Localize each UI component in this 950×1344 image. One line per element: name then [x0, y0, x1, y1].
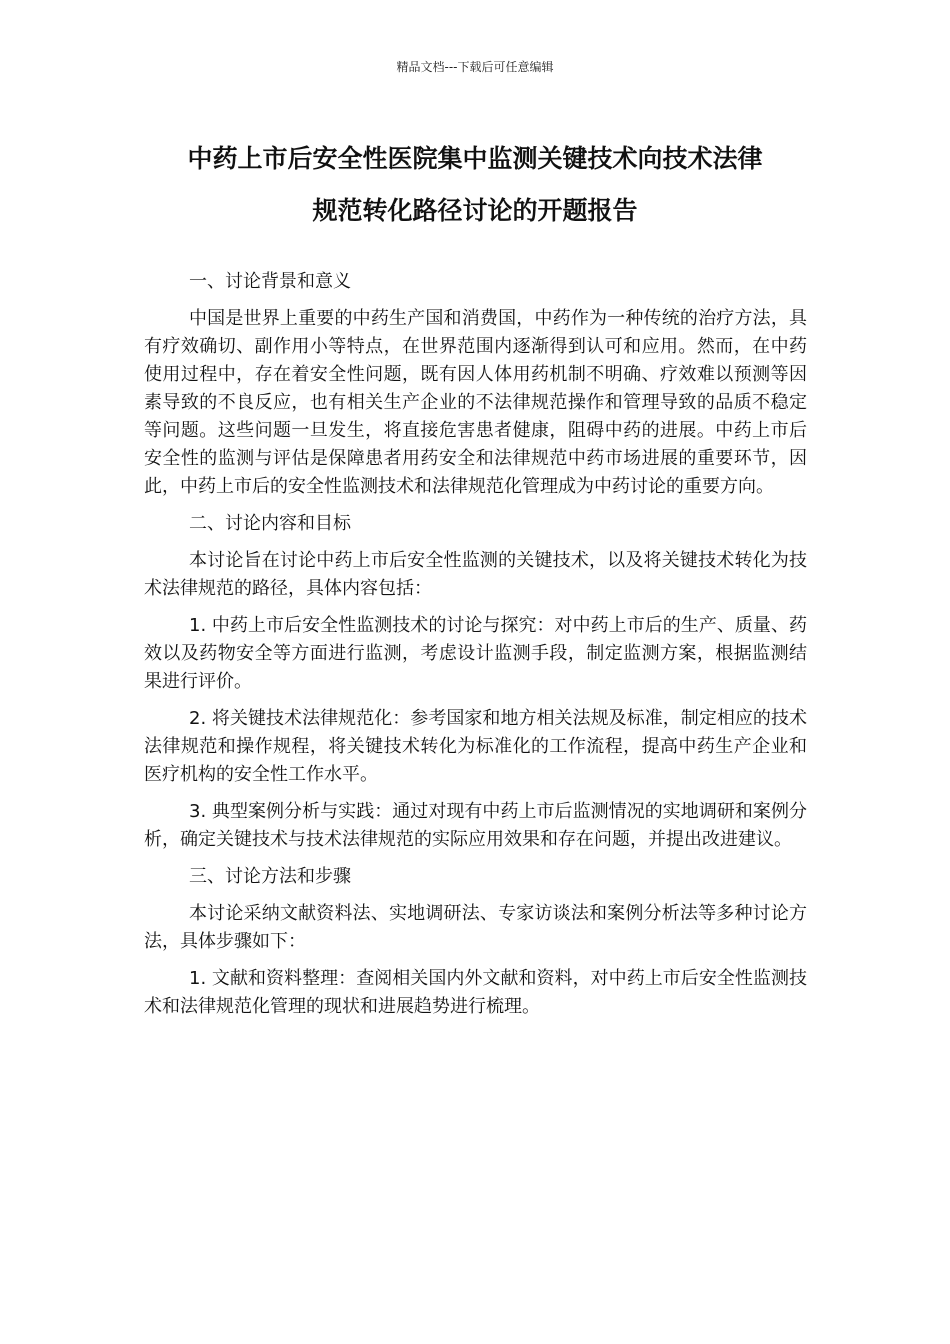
document-title: [140, 133, 810, 237]
title-line-2: 规范转化路径讨论的开题报告: [312, 196, 638, 225]
section-heading-background: 一、讨论背景和意义: [189, 271, 351, 292]
section-heading-content-goals: 二、讨论内容和目标: [189, 513, 351, 534]
paragraph-content-item-1: 1. 中药上市后安全性监测技术的讨论与探究：对中药上市后的生产、质量、药效以及药物安全等方面进行监测，考虑设计监测手段，制定监测方案，根据监测结果进行评价。: [144, 615, 807, 692]
paragraph-content-item-2: 2. 将关键技术法律规范化：参考国家和地方相关法规及标准，制定相应的技术法律规范和操作规程，将关键技术转化为标准化的工作流程，提高中药生产企业和医疗机构的安全性工作水平。: [144, 708, 807, 785]
section-heading-methods: 三、讨论方法和步骤: [189, 866, 351, 887]
paragraph-content-intro: 本讨论旨在讨论中药上市后安全性监测的关键技术，以及将关键技术转化为技术法律规范的路径，具体内容包括：: [144, 550, 807, 599]
paragraph-methods-step-1: 1. 文献和资料整理：查阅相关国内外文献和资料，对中药上市后安全性监测技术和法律规范化管理的现状和进展趋势进行梳理。: [144, 968, 807, 1017]
paragraph-content-item-3: 3. 典型案例分析与实践：通过对现有中药上市后监测情况的实地调研和案例分析，确定关键技术与技术法律规范的实际应用效果和存在问题，并提出改进建议。: [144, 801, 807, 850]
paragraph-background: 中国是世界上重要的中药生产国和消费国，中药作为一种传统的治疗方法，具有疗效确切、副作用小等特点，在世界范围内逐渐得到认可和应用。然而，在中药使用过程中，存在着安全性问题，既有因人体用药机制不明确、疗效难以预测等因素导致的不良反应，也有相关生产企业的不法律规范操作和管理导致的品质不稳定等问题。这些问题一旦发生，将直接危害患者健康，阻碍中药的进展。中药上市后安全性的监测与评估是保障患者用药安全和法律规范中药市场进展的重要环节，因此，中药上市后的安全性监测技术和法律规范化管理成为中药讨论的重要方向。: [144, 308, 807, 497]
header-note: 精品文档---下载后可任意编辑: [396, 60, 554, 74]
document-body: [144, 268, 807, 1030]
title-line-1: 中药上市后安全性医院集中监测关键技术向技术法律: [187, 144, 763, 173]
paragraph-methods-intro: 本讨论采纳文献资料法、实地调研法、专家访谈法和案例分析法等多种讨论方法，具体步骤如下：: [144, 903, 807, 952]
